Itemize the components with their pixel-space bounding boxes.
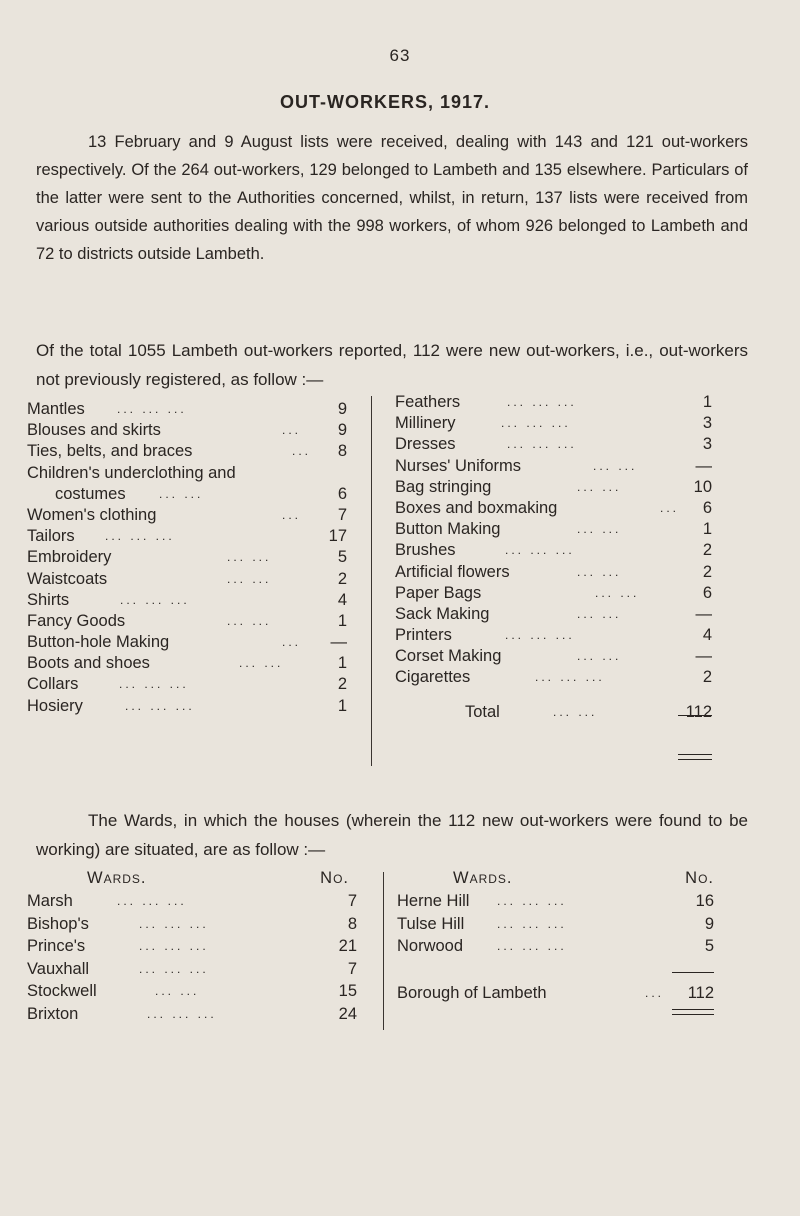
row-value: 9 <box>704 914 714 933</box>
leader-dots: ... <box>292 444 312 459</box>
leader-dots: ... ... ... <box>139 916 209 931</box>
occupation-row <box>395 413 712 434</box>
leader-dots: ... ... <box>159 486 204 501</box>
leader-dots: ... <box>282 507 302 522</box>
occupation-row <box>27 653 347 674</box>
leader-dots: ... ... <box>155 984 200 999</box>
wards-table-left <box>27 866 357 1026</box>
leader-dots: ... <box>645 985 665 1000</box>
row-value: 4 <box>702 626 712 645</box>
row-label: Children's underclothing and <box>27 463 236 482</box>
occupations-table-right <box>395 392 712 731</box>
row-value: 1 <box>337 696 347 715</box>
occupation-row <box>27 569 347 590</box>
occupation-row <box>27 632 347 653</box>
occupation-row <box>395 583 712 604</box>
row-value: — <box>330 633 347 652</box>
occupation-row <box>27 526 347 547</box>
row-label: Boots and shoes <box>27 654 150 673</box>
leader-dots: ... ... ... <box>507 395 577 409</box>
no-header-label: No. <box>685 869 714 887</box>
new-workers-paragraph-text: Of the total 1055 Lambeth out-workers reported, 112 were new out-workers, i.e., out-workers not previously registered, as follow :— <box>36 341 748 389</box>
row-value: 5 <box>337 548 347 567</box>
row-value: 6 <box>702 498 712 517</box>
leader-dots: ... ... ... <box>505 628 575 643</box>
occupation-row <box>395 498 712 519</box>
leader-dots: ... ... ... <box>535 670 605 685</box>
leader-dots: ... ... ... <box>125 698 195 713</box>
row-value: 6 <box>337 484 347 503</box>
row-label: Norwood <box>397 937 464 956</box>
row-value: 2 <box>702 668 712 687</box>
row-label: Nurses' Uniforms <box>395 456 522 475</box>
row-label: Embroidery <box>27 548 112 567</box>
leader-dots: ... ... <box>227 550 272 565</box>
row-value: 7 <box>347 892 357 910</box>
leader-dots: ... ... ... <box>139 961 209 976</box>
row-label: Brixton <box>27 1004 79 1023</box>
total-label: Total <box>465 702 500 721</box>
no-header-label: No. <box>320 869 349 887</box>
row-value: 15 <box>338 982 357 1001</box>
leader-dots: ... ... <box>577 606 622 621</box>
leader-dots: ... <box>660 500 680 515</box>
row-label: Printers <box>395 626 452 645</box>
occupation-row <box>27 674 347 695</box>
occupation-row <box>27 399 347 420</box>
leader-dots: ... ... ... <box>501 416 571 431</box>
row-label: Blouses and skirts <box>27 421 161 440</box>
leader-dots: ... ... <box>227 571 272 586</box>
leader-dots: ... <box>282 635 302 650</box>
row-label: Corset Making <box>395 647 502 666</box>
row-label: Marsh <box>27 892 73 910</box>
page-title: OUT-WORKERS, 1917. <box>279 92 491 112</box>
leader-dots: ... ... ... <box>497 916 567 931</box>
row-value: 6 <box>702 583 712 602</box>
ward-row <box>27 935 357 958</box>
leader-dots: ... ... ... <box>497 939 567 954</box>
row-label: Brushes <box>395 541 456 560</box>
row-value: 8 <box>347 914 357 933</box>
leader-dots: ... ... ... <box>117 402 187 416</box>
row-label: Paper Bags <box>395 583 482 602</box>
ward-row <box>27 980 357 1003</box>
row-value: 10 <box>693 477 712 496</box>
row-label: Tailors <box>27 527 75 546</box>
row-label: Stockwell <box>27 982 97 1001</box>
wards-paragraph <box>36 806 748 864</box>
occupation-row <box>395 477 712 498</box>
wards-table-right <box>397 866 714 1008</box>
occupation-row <box>27 611 347 632</box>
row-value: — <box>695 604 712 623</box>
leader-dots: ... ... ... <box>105 529 175 544</box>
leader-dots: ... ... <box>577 649 622 664</box>
wards-header-label: Wards. <box>453 869 513 887</box>
total-rule <box>672 972 714 973</box>
ward-row <box>397 890 714 913</box>
total-label: Borough of Lambeth <box>397 983 547 1002</box>
ward-row <box>27 958 357 981</box>
row-value: 8 <box>337 442 347 461</box>
total-row <box>395 693 712 731</box>
occupation-row <box>395 434 712 455</box>
row-label: Button-hole Making <box>27 633 170 652</box>
wards-header-label: Wards. <box>87 869 147 887</box>
leader-dots: ... ... <box>577 479 622 494</box>
row-value: — <box>695 647 712 666</box>
occupation-row <box>27 590 347 611</box>
row-label: Fancy Goods <box>27 611 126 630</box>
new-workers-paragraph <box>36 336 748 394</box>
occupation-row <box>27 547 347 568</box>
row-label: Waistcoats <box>27 569 108 588</box>
leader-dots: ... ... <box>593 458 638 473</box>
wards-paragraph-text: The Wards, in which the houses (wherein the 112 new out-workers were found to be working) are situated, are as follow :— <box>36 811 748 859</box>
column-divider <box>371 396 372 766</box>
row-value: 2 <box>337 675 347 694</box>
row-label: Cigarettes <box>395 668 471 687</box>
row-value: 3 <box>702 435 712 454</box>
row-value: 1 <box>702 520 712 539</box>
row-label: Dresses <box>395 435 456 454</box>
row-value: 9 <box>337 400 347 418</box>
row-label: Button Making <box>395 520 501 539</box>
leader-dots: ... ... ... <box>147 1006 217 1021</box>
row-value: 21 <box>338 937 357 956</box>
page-number: 63 <box>389 46 411 65</box>
ward-row <box>27 1003 357 1026</box>
occupation-row <box>27 463 347 484</box>
ward-row <box>27 913 357 936</box>
row-value: 1 <box>702 393 712 411</box>
occupation-row <box>395 562 712 583</box>
row-value: 7 <box>337 505 347 524</box>
leader-dots: ... ... ... <box>117 894 187 908</box>
leader-dots: ... ... <box>239 656 284 671</box>
occupation-row <box>395 540 712 561</box>
row-value: 4 <box>337 590 347 609</box>
occupation-row <box>27 441 347 462</box>
row-value: 24 <box>338 1004 357 1023</box>
occupation-row <box>395 519 712 540</box>
row-label: Feathers <box>395 393 461 411</box>
leader-dots: ... ... <box>577 522 622 537</box>
row-value: 17 <box>328 527 347 546</box>
ward-row <box>397 935 714 958</box>
row-label: Bishop's <box>27 914 89 933</box>
intro-paragraph <box>36 128 748 268</box>
occupation-row <box>395 392 712 413</box>
leader-dots: ... ... <box>595 585 640 600</box>
row-value: 5 <box>704 937 714 956</box>
row-label: Hosiery <box>27 696 83 715</box>
leader-dots: ... ... <box>577 564 622 579</box>
leader-dots: ... <box>282 423 302 438</box>
wards-header <box>397 866 714 890</box>
wards-header <box>27 866 357 890</box>
leader-dots: ... ... <box>227 613 272 628</box>
row-value: 7 <box>347 959 357 978</box>
row-value: 9 <box>337 421 347 440</box>
row-value: 16 <box>695 892 714 910</box>
occupation-row <box>27 505 347 526</box>
row-label: Shirts <box>27 590 70 609</box>
occupation-row <box>395 604 712 625</box>
row-label: Artificial flowers <box>395 562 510 581</box>
row-label: Boxes and boxmaking <box>395 498 558 517</box>
total-value: 112 <box>685 702 712 721</box>
row-label: Bag stringing <box>395 477 492 496</box>
row-label: Tulse Hill <box>397 914 465 933</box>
leader-dots: ... ... <box>553 704 598 719</box>
row-label: Ties, belts, and braces <box>27 442 193 461</box>
row-value: 2 <box>702 562 712 581</box>
occupation-row <box>27 484 347 505</box>
row-label: Collars <box>27 675 79 694</box>
row-label: Mantles <box>27 400 85 418</box>
row-label: costumes <box>55 484 126 503</box>
occupation-row <box>395 625 712 646</box>
occupation-row <box>395 667 712 688</box>
leader-dots: ... ... ... <box>119 677 189 692</box>
row-value: 2 <box>702 541 712 560</box>
intro-paragraph-text: 13 February and 9 August lists were received, dealing with 143 and 121 out-workers respectively. Of the 264 out-workers, 129 belonged to Lambeth and 135 elsewhere. Particulars of the latter were sent to the Authorities concerned, whilst, in return, 137 lists were received from various outside authorities dealing with the 998 workers, of whom 926 belonged to Lambeth and 72 to districts outside Lambeth. <box>36 133 748 263</box>
row-value: 1 <box>337 611 347 630</box>
row-label: Millinery <box>395 414 456 433</box>
row-value: 1 <box>337 654 347 673</box>
wards-column-divider <box>383 872 384 1030</box>
occupation-row <box>27 420 347 441</box>
row-label: Prince's <box>27 937 86 956</box>
occupations-table-left <box>27 399 347 717</box>
row-label: Sack Making <box>395 604 490 623</box>
row-label: Vauxhall <box>27 959 90 978</box>
leader-dots: ... ... ... <box>497 894 567 908</box>
row-label: Women's clothing <box>27 505 157 524</box>
row-value: — <box>695 456 712 475</box>
double-rule <box>672 1009 714 1015</box>
occupation-row <box>395 456 712 477</box>
leader-dots: ... ... ... <box>139 939 209 954</box>
occupation-row <box>27 696 347 717</box>
occupation-row <box>395 646 712 667</box>
row-value: 2 <box>337 569 347 588</box>
double-rule <box>678 754 712 760</box>
leader-dots: ... ... ... <box>507 437 577 452</box>
total-value: 112 <box>687 983 714 1002</box>
leader-dots: ... ... ... <box>505 543 575 558</box>
ward-row <box>397 913 714 936</box>
total-row <box>397 978 714 1008</box>
row-label: Herne Hill <box>397 892 470 910</box>
ward-row <box>27 890 357 913</box>
leader-dots: ... ... ... <box>120 592 190 607</box>
row-value: 3 <box>702 414 712 433</box>
